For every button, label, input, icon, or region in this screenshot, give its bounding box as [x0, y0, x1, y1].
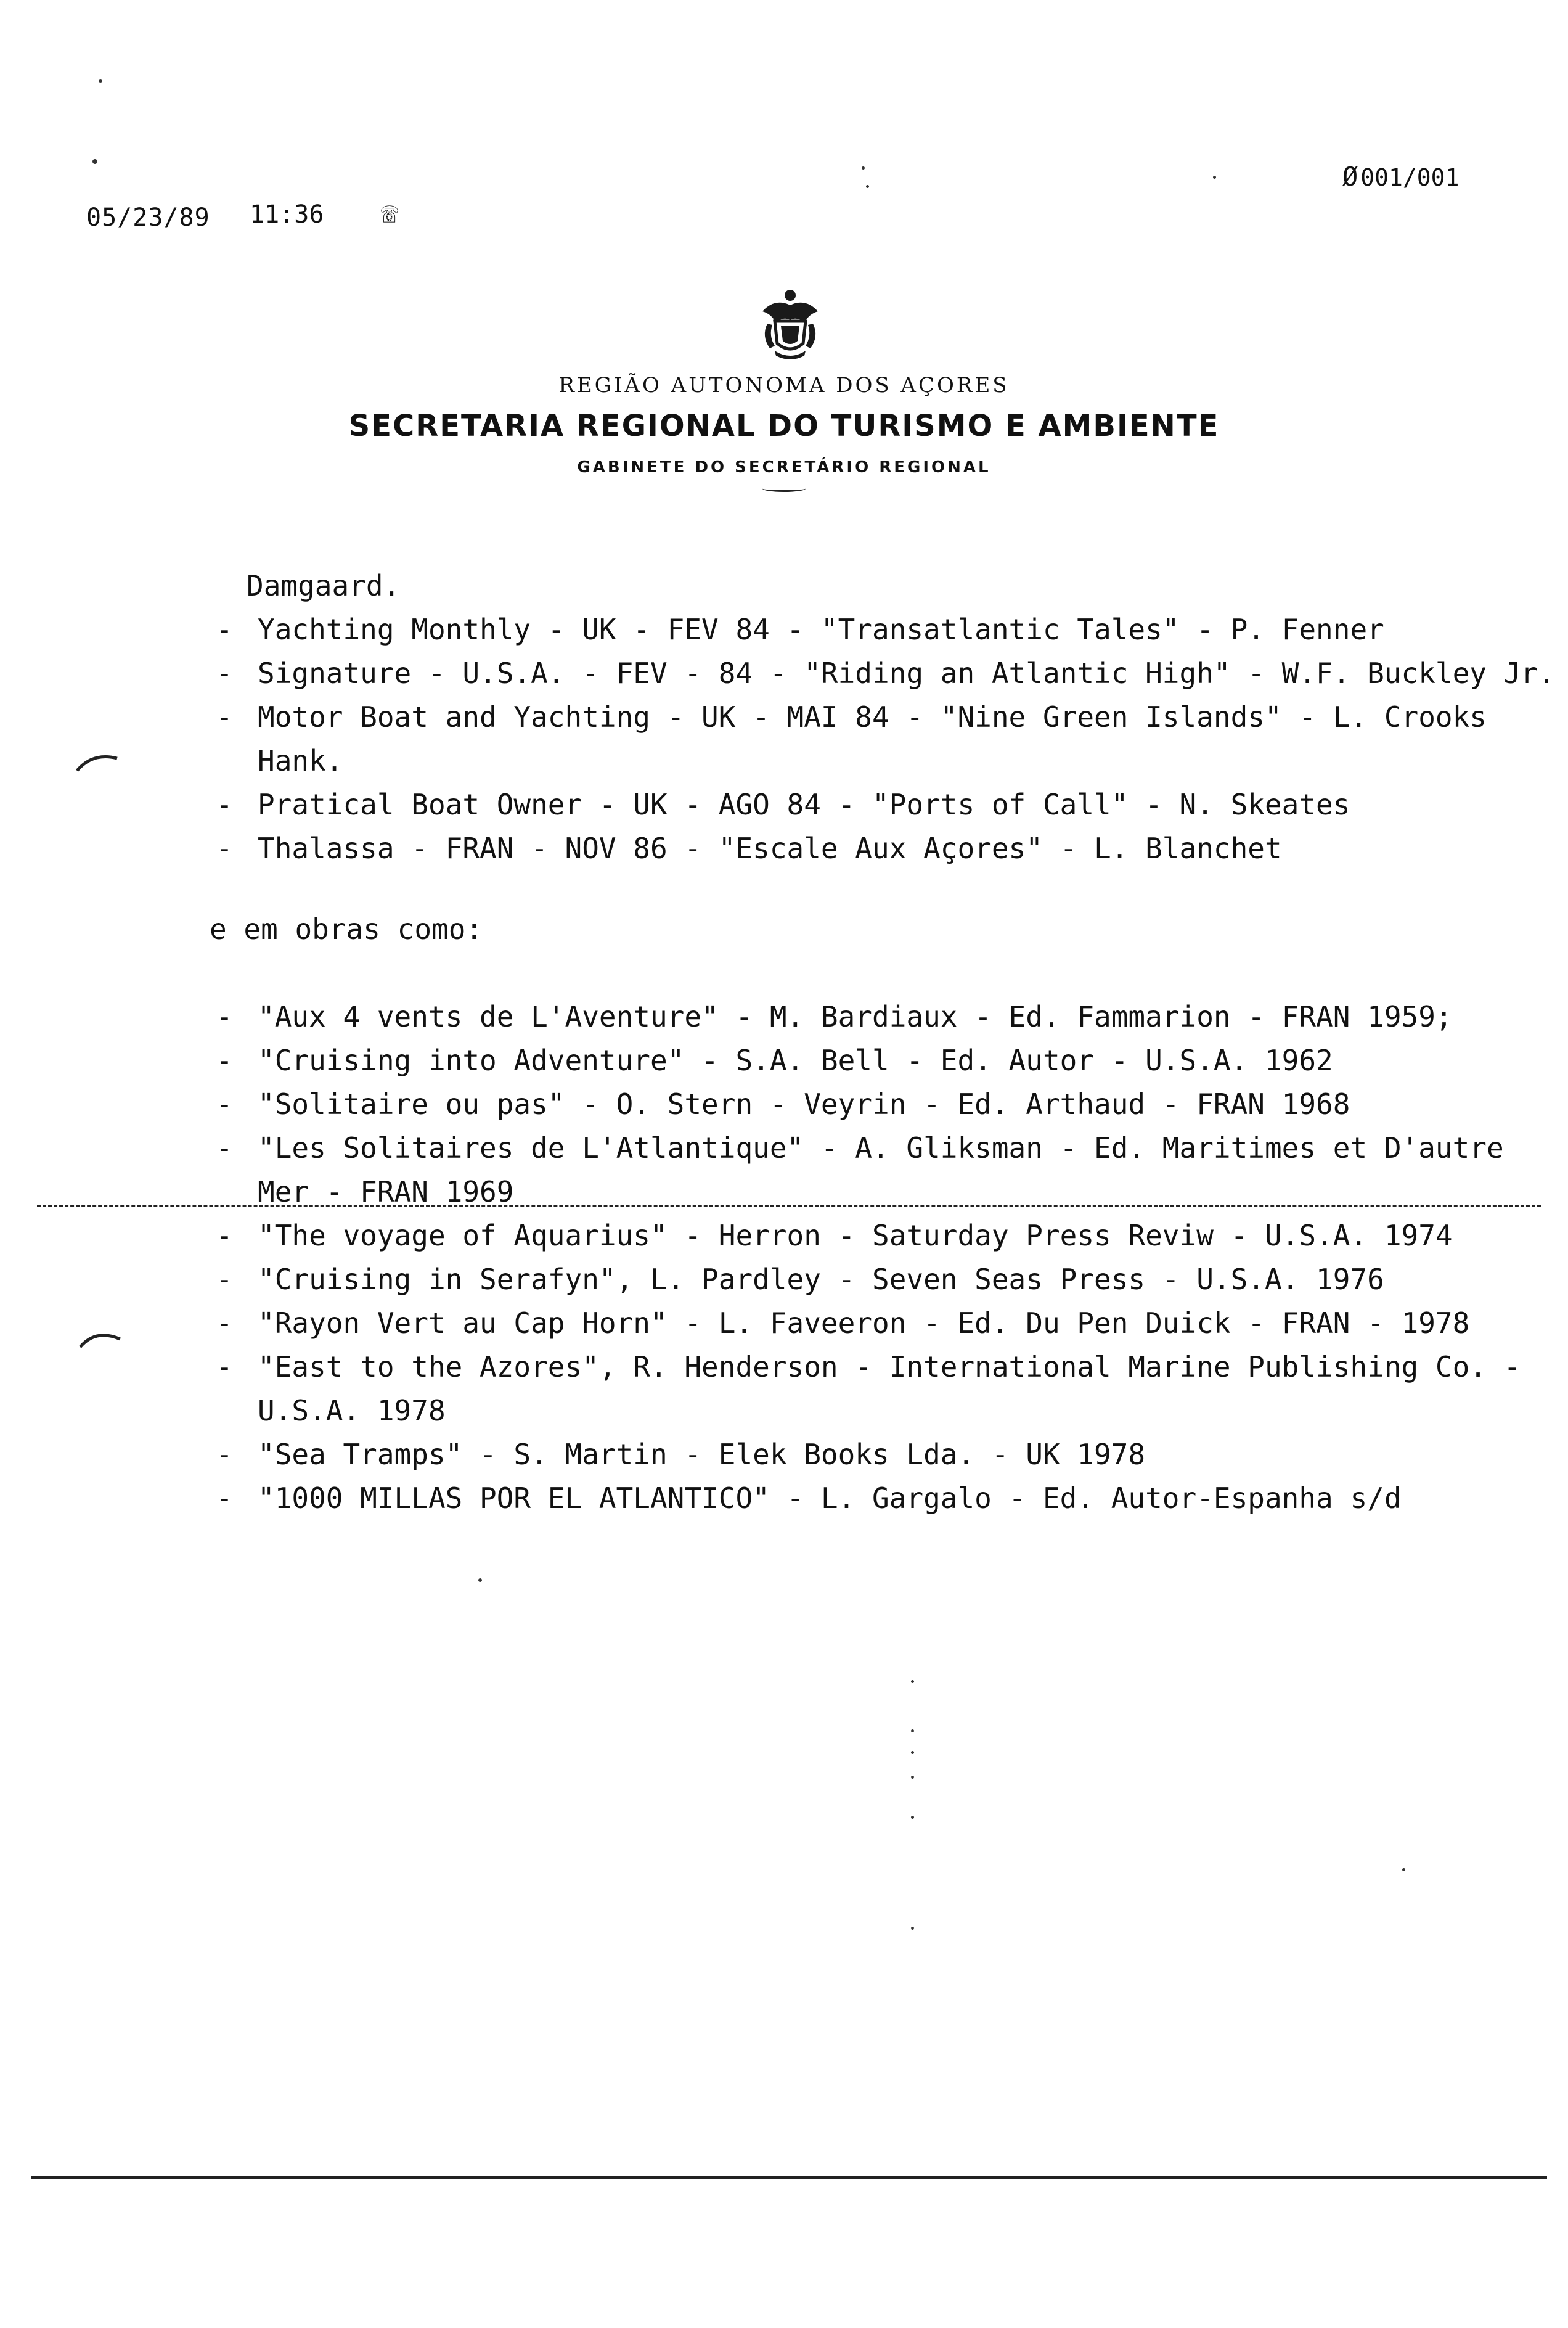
books-intro: e em obras como:	[210, 912, 483, 946]
scan-speck	[1213, 176, 1216, 179]
page-bottom-rule	[31, 2176, 1547, 2179]
scan-speck	[99, 79, 102, 83]
page-number-value: 001/001	[1360, 164, 1460, 191]
book-item: - "Rayon Vert au Cap Horn" - L. Faveeron - Ed. Du Pen Duick - FRAN - 1978	[210, 1301, 1479, 1345]
letter-body	[210, 564, 1555, 1520]
article-item-continuation: Hank.	[258, 744, 343, 777]
fax-scan-line	[37, 1205, 1541, 1207]
azores-coat-of-arms-icon	[756, 287, 824, 361]
scan-speck	[911, 1751, 914, 1754]
scan-speck	[911, 1680, 914, 1683]
secretaria-name: SECRETARIA REGIONAL DO TURISMO E AMBIENTE	[348, 409, 1220, 443]
scan-speck	[866, 185, 869, 188]
flourish-divider	[762, 485, 806, 492]
margin-mark	[74, 749, 123, 774]
book-item: - "Sea Tramps" - S. Martin - Elek Books Lda. - UK 1978	[210, 1433, 1479, 1477]
scan-speck	[911, 1816, 914, 1819]
telephone-icon: ☏	[381, 196, 398, 229]
gabinete-name: GABINETE DO SECRETÁRIO REGIONAL	[577, 458, 991, 477]
scan-speck	[478, 1578, 482, 1582]
scan-speck	[862, 166, 865, 170]
margin-mark	[77, 1326, 126, 1350]
scan-speck	[911, 1927, 914, 1930]
book-item-continuation: Mer - FRAN 1969	[258, 1175, 514, 1208]
book-item: - "Aux 4 vents de L'Aventure" - M. Bardiaux - Ed. Fammarion - FRAN 1959;	[210, 995, 1479, 1039]
book-item: - "East to the Azores", R. Henderson - International Marine Publishing Co. -	[210, 1345, 1479, 1389]
fax-page-number	[1342, 162, 1459, 192]
article-item: - Motor Boat and Yachting - UK - MAI 84 - "Nine Green Islands" - L. Crooks	[210, 695, 1479, 739]
book-item: - "Les Solitaires de L'Atlantique" - A. Gliksman - Ed. Maritimes et D'autre	[210, 1126, 1479, 1170]
scan-speck	[92, 159, 97, 164]
article-item: - Pratical Boat Owner - UK - AGO 84 - "Ports of Call" - N. Skeates	[210, 783, 1479, 827]
book-item: - "The voyage of Aquarius" - Herron - Saturday Press Reviw - U.S.A. 1974	[210, 1214, 1479, 1258]
region-name: REGIÃO AUTONOMA DOS AÇORES	[558, 373, 1010, 398]
article-item: - Thalassa - FRAN - NOV 86 - "Escale Aux Açores" - L. Blanchet	[210, 827, 1479, 871]
fax-time: 11:36	[250, 200, 324, 229]
book-item-continuation: U.S.A. 1978	[258, 1394, 446, 1427]
letterhead	[0, 287, 1568, 492]
book-item: - "Cruising in Serafyn", L. Pardley - Seven Seas Press - U.S.A. 1976	[210, 1258, 1479, 1301]
book-item: - "1000 MILLAS POR EL ATLANTICO" - L. Gargalo - Ed. Autor-Espanha s/d	[210, 1477, 1479, 1520]
article-item: - Yachting Monthly - UK - FEV 84 - "Transatlantic Tales" - P. Fenner	[210, 608, 1479, 652]
fax-date: 05/23/89	[86, 203, 210, 232]
article-item: - Signature - U.S.A. - FEV - 84 - "Riding an Atlantic High" - W.F. Buckley Jr.	[210, 652, 1479, 695]
book-item: - "Solitaire ou pas" - O. Stern - Veyrin - Ed. Arthaud - FRAN 1968	[210, 1083, 1479, 1126]
lead-in-text: Damgaard.	[247, 569, 401, 602]
scan-speck	[1402, 1868, 1405, 1871]
scan-speck	[911, 1729, 914, 1732]
book-item: - "Cruising into Adventure" - S.A. Bell - Ed. Autor - U.S.A. 1962	[210, 1039, 1479, 1083]
page-mark: Ø	[1342, 162, 1358, 192]
scan-speck	[911, 1776, 914, 1779]
